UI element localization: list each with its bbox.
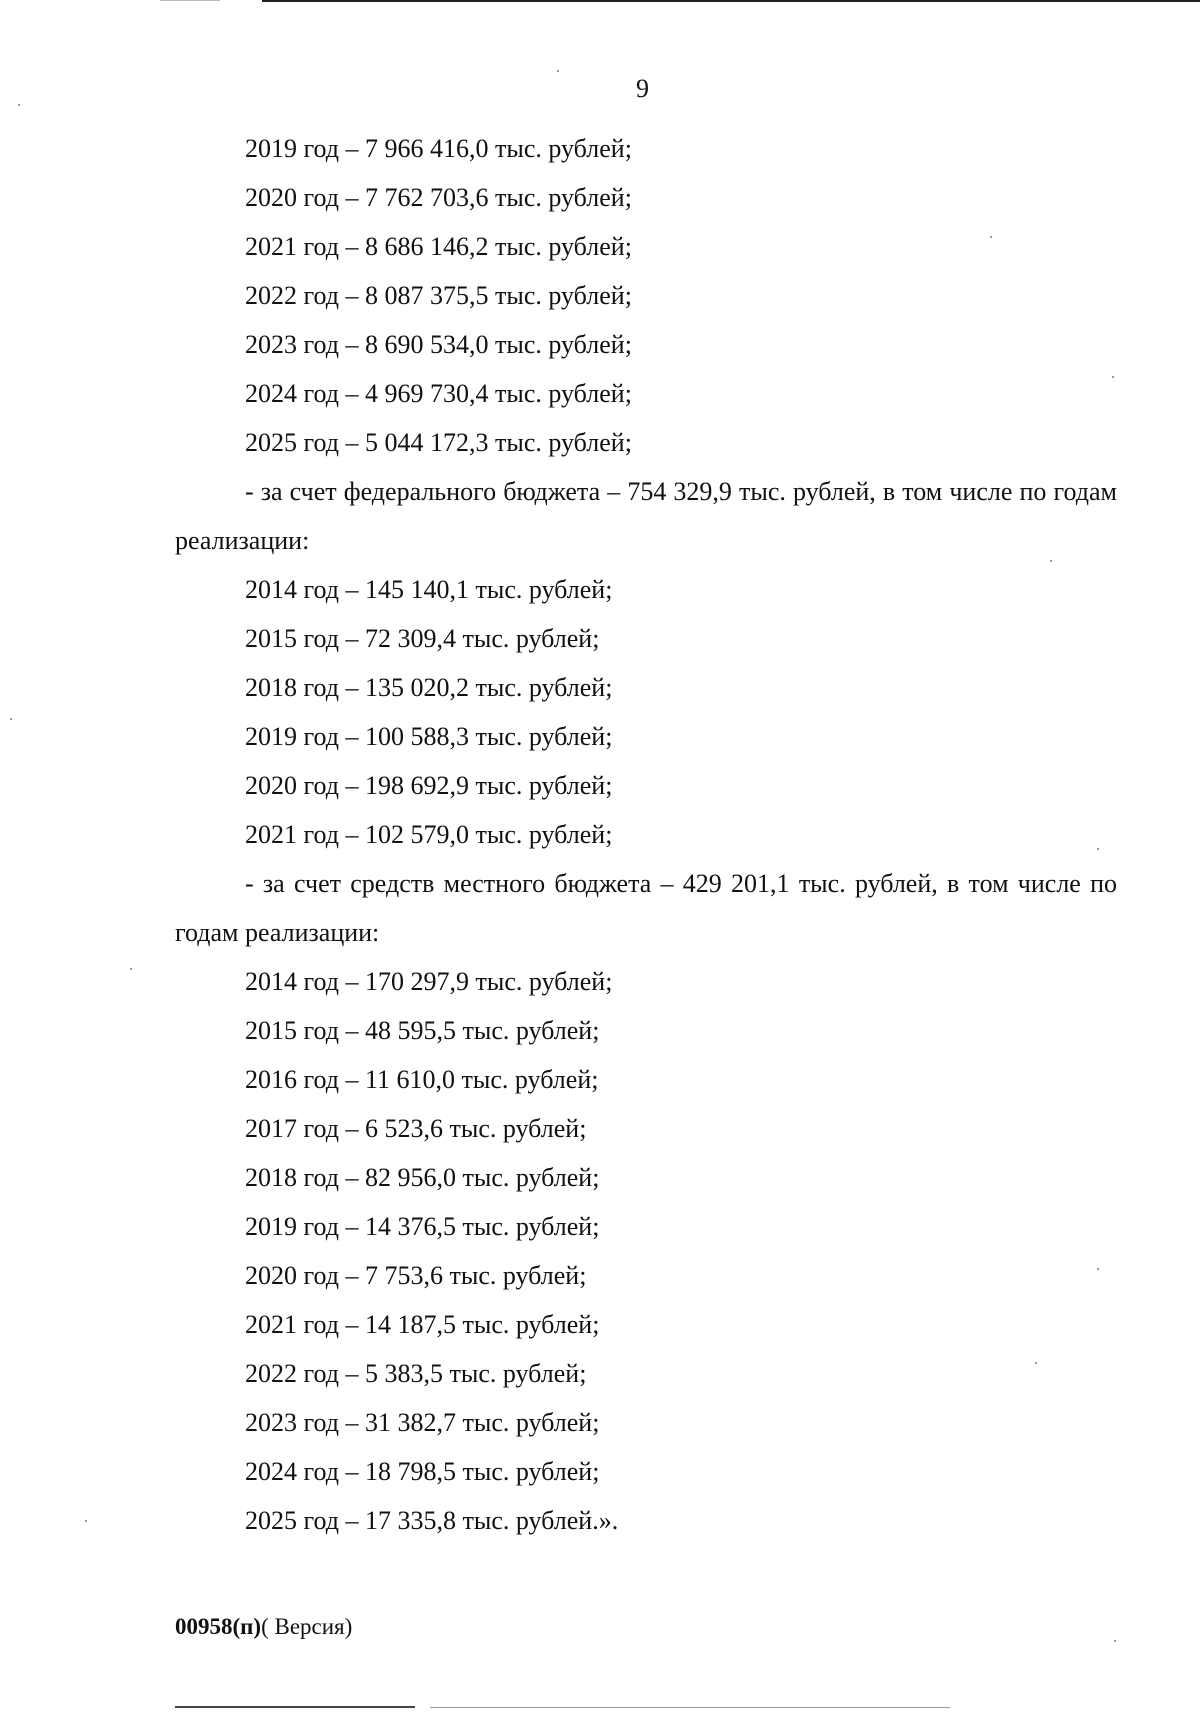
block1-list: [175, 124, 1117, 467]
document-body: [175, 124, 1117, 1545]
list-item: 2018 год – 82 956,0 тыс. рублей;: [245, 1163, 600, 1192]
scan-speck: [1050, 560, 1052, 562]
scan-speck: [85, 1520, 87, 1522]
document-code: [175, 1614, 352, 1640]
list-item: 2020 год – 7 753,6 тыс. рублей;: [245, 1261, 587, 1290]
list-item: 2019 год – 14 376,5 тыс. рублей;: [245, 1212, 600, 1241]
list-item: 2021 год – 14 187,5 тыс. рублей;: [245, 1310, 600, 1339]
list-item: 2022 год – 5 383,5 тыс. рублей;: [245, 1359, 587, 1388]
list-item: 2024 год – 4 969 730,4 тыс. рублей;: [245, 379, 632, 408]
page-number: 9: [636, 74, 649, 103]
top-rule: [262, 0, 1200, 2]
list-item: 2015 год – 48 595,5 тыс. рублей;: [245, 1016, 600, 1045]
list-item: 2015 год – 72 309,4 тыс. рублей;: [245, 624, 600, 653]
federal-budget-paragraph: - за счет федерального бюджета – 754 329,9 тыс. рублей, в том числе по годам реализации:: [175, 477, 1117, 555]
list-item: 2019 год – 100 588,3 тыс. рублей;: [245, 722, 613, 751]
list-item: 2024 год – 18 798,5 тыс. рублей;: [245, 1457, 600, 1486]
list-item: 2018 год – 135 020,2 тыс. рублей;: [245, 673, 613, 702]
list-item: 2019 год – 7 966 416,0 тыс. рублей;: [245, 134, 632, 163]
document-code-number: 00958(п): [175, 1614, 262, 1639]
federal-list: [175, 565, 1117, 859]
scan-speck: [10, 718, 12, 720]
list-item: 2016 год – 11 610,0 тыс. рублей;: [245, 1065, 599, 1094]
list-item: 2020 год – 7 762 703,6 тыс. рублей;: [245, 183, 632, 212]
list-item: 2017 год – 6 523,6 тыс. рублей;: [245, 1114, 587, 1143]
scan-speck: [1114, 1640, 1116, 1642]
list-item: 2014 год – 145 140,1 тыс. рублей;: [245, 575, 613, 604]
scan-speck: [990, 236, 992, 238]
scan-speck: [1112, 376, 1114, 378]
scan-speck: [557, 70, 559, 72]
document-version: ( Версия): [261, 1614, 353, 1639]
scan-speck: [130, 968, 132, 970]
list-item: 2023 год – 8 690 534,0 тыс. рублей;: [245, 330, 632, 359]
list-item: 2020 год – 198 692,9 тыс. рублей;: [245, 771, 613, 800]
scan-speck: [1097, 848, 1099, 850]
list-item: 2021 год – 8 686 146,2 тыс. рублей;: [245, 232, 632, 261]
list-item: 2022 год – 8 087 375,5 тыс. рублей;: [245, 281, 632, 310]
list-item: 2014 год – 170 297,9 тыс. рублей;: [245, 967, 613, 996]
local-list: [175, 957, 1117, 1545]
local-budget-paragraph: - за счет средств местного бюджета – 429 201,1 тыс. рублей, в том числе по годам реализации:: [175, 869, 1117, 947]
list-item: 2023 год – 31 382,7 тыс. рублей;: [245, 1408, 600, 1437]
scan-speck: [1097, 1268, 1099, 1270]
list-item: 2021 год – 102 579,0 тыс. рублей;: [245, 820, 613, 849]
top-rule-faint: [160, 0, 220, 1]
scan-speck: [18, 104, 20, 106]
list-item: 2025 год – 5 044 172,3 тыс. рублей;: [245, 428, 632, 457]
bottom-rule: [175, 1706, 415, 1708]
list-item: 2025 год – 17 335,8 тыс. рублей.».: [245, 1506, 619, 1535]
bottom-rule-faint: [430, 1707, 950, 1708]
scan-speck: [1035, 1362, 1037, 1364]
